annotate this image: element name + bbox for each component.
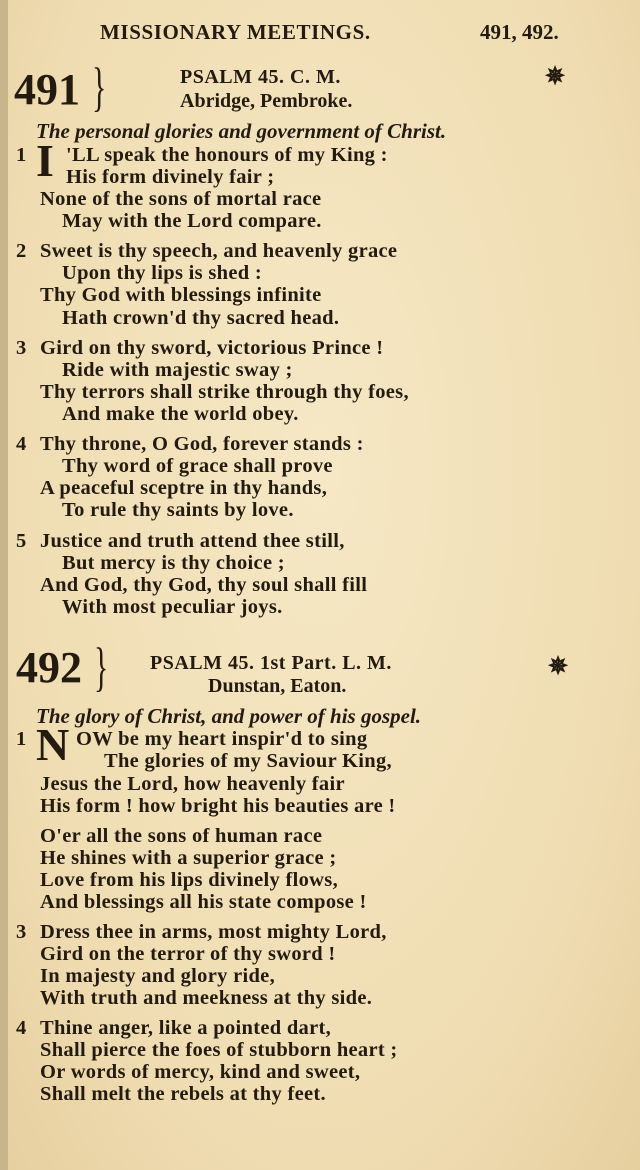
brace-icon: }	[94, 637, 109, 697]
verse-line: Thy terrors shall strike through thy foes,	[40, 381, 409, 403]
verse-line: Upon thy lips is shed :	[62, 262, 263, 284]
verse-line: Thine anger, like a pointed dart,	[40, 1017, 332, 1039]
stanza-number: 4	[16, 1017, 27, 1039]
verse-line: Shall melt the rebels at thy feet.	[40, 1083, 326, 1105]
verse-line: OW be my heart inspir'd to sing	[76, 728, 368, 750]
tune-names: Dunstan, Eaton.	[208, 675, 347, 697]
page-numbers: 491, 492.	[480, 20, 559, 44]
running-title: MISSIONARY MEETINGS.	[100, 20, 371, 44]
verse-line: A peaceful sceptre in thy hands,	[40, 477, 328, 499]
verse-line: In majesty and glory ride,	[40, 965, 276, 987]
verse-line: The glories of my Saviour King,	[104, 750, 392, 772]
page-edge	[0, 0, 8, 1170]
verse-line: His form ! how bright his beauties are !	[40, 795, 396, 817]
verse-line: Thy God with blessings infinite	[40, 284, 322, 306]
stanza-number: 2	[16, 240, 27, 262]
ornament-icon: ✵	[545, 64, 566, 90]
ornament-icon: ✵	[548, 654, 569, 680]
stanza-number: 3	[16, 921, 27, 943]
tune-names: Abridge, Pembroke.	[180, 90, 353, 112]
stanza-number: 5	[16, 530, 27, 552]
verse-line: But mercy is thy choice ;	[62, 552, 285, 574]
drop-cap: I	[36, 135, 54, 186]
verse-line: And God, thy God, thy soul shall fill	[40, 574, 368, 596]
verse-line: To rule thy saints by love.	[62, 499, 294, 521]
verse-line: None of the sons of mortal race	[40, 188, 322, 210]
stanza-number: 1	[16, 144, 27, 166]
verse-line: With most peculiar joys.	[62, 596, 283, 618]
verse-line: Gird on the terror of thy sword !	[40, 943, 336, 965]
brace-icon: }	[92, 57, 107, 117]
hymn-number-491: 491	[14, 65, 80, 114]
stanza-number: 4	[16, 433, 27, 455]
verse-line: His form divinely fair ;	[66, 166, 275, 188]
hymn-number-492: 492	[16, 643, 82, 692]
verse-line: Shall pierce the foes of stubborn heart ;	[40, 1039, 398, 1061]
psalm-heading: PSALM 45. 1st Part. L. M.	[150, 652, 392, 674]
hymn-subtitle: The glory of Christ, and power of his gospel.	[36, 704, 422, 728]
drop-cap: N	[36, 719, 70, 770]
verse-line: Love from his lips divinely flows,	[40, 869, 338, 891]
verse-line: And blessings all his state compose !	[40, 891, 367, 913]
verse-line: With truth and meekness at thy side.	[40, 987, 373, 1009]
verse-line: He shines with a superior grace ;	[40, 847, 337, 869]
verse-line: O'er all the sons of human race	[40, 825, 323, 847]
stanza-number: 1	[16, 728, 27, 750]
verse-line: Thy word of grace shall prove	[62, 455, 333, 477]
verse-line: Jesus the Lord, how heavenly fair	[40, 773, 345, 795]
verse-line: 'LL speak the honours of my King :	[66, 144, 388, 166]
verse-line: Gird on thy sword, victorious Prince !	[40, 337, 384, 359]
verse-line: Sweet is thy speech, and heavenly grace	[40, 240, 398, 262]
verse-line: Hath crown'd thy sacred head.	[62, 307, 340, 329]
verse-line: Justice and truth attend thee still,	[40, 530, 345, 552]
stanza-number: 3	[16, 337, 27, 359]
hymn-subtitle: The personal glories and government of Christ.	[36, 119, 447, 143]
psalm-heading: PSALM 45. C. M.	[180, 66, 341, 88]
verse-line: May with the Lord compare.	[62, 210, 322, 232]
verse-line: Dress thee in arms, most mighty Lord,	[40, 921, 387, 943]
verse-line: Ride with majestic sway ;	[62, 359, 293, 381]
verse-line: Or words of mercy, kind and sweet,	[40, 1061, 361, 1083]
verse-line: And make the world obey.	[62, 403, 299, 425]
verse-line: Thy throne, O God, forever stands :	[40, 433, 364, 455]
